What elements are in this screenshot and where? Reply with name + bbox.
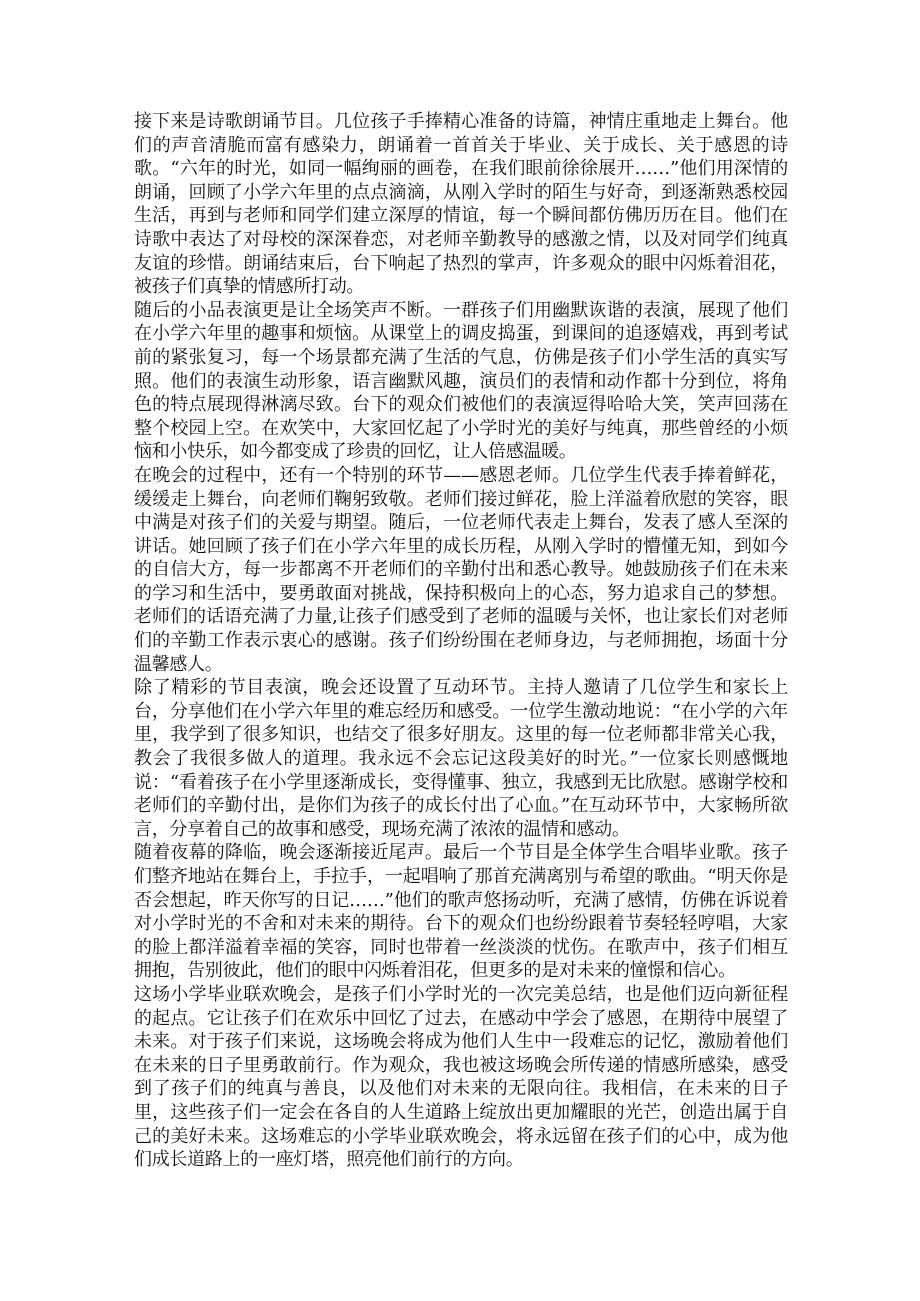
paragraph-poetry-recital: 接下来是诗歌朗诵节目。几位孩子手捧精心准备的诗篇，神情庄重地走上舞台。他们的声音清脆而富有感染力，朗诵着一首首关于毕业、关于成长、关于感恩的诗歌。“六年的时光，如同一幅绚丽的画卷，在我们眼前徐徐展开……”他们用深情的朗诵，回顾了小学六年里的点点滴滴，从刚入学时的陌生与好奇，到逐渐熟悉校园生活，再到与老师和同学们建立深厚的情谊，每一个瞬间都仿佛历历在目。他们在诗歌中表达了对母校的深深眷恋，对老师辛勤教导的感激之情，以及对同学们纯真友谊的珍惜。朗诵结束后，台下响起了热烈的掌声，许多观众的眼中闪烁着泪花，被孩子们真挚的情感所打动。 bbox=[134, 111, 788, 298]
paragraph-conclusion: 这场小学毕业联欢晚会，是孩子们小学时光的一次完美总结，也是他们迈向新征程的起点。它让孩子们在欢乐中回忆了过去，在感动中学会了感恩，在期待中展望了未来。对于孩子们来说，这场晚会将成为他们人生中一段难忘的记忆，激励着他们在未来的日子里勇敢前行。作为观众，我也被这场晚会所传递的情感所感染，感受到了孩子们的纯真与善良，以及他们对未来的无限向往。我相信，在未来的日子里，这些孩子们一定会在各自的人生道路上绽放出更加耀眼的光芒，创造出属于自己的美好未来。这场难忘的小学毕业联欢晚会，将永远留在孩子们的心中，成为他们成长道路上的一座灯塔，照亮他们前行的方向。 bbox=[134, 983, 788, 1171]
paragraph-thank-teachers: 在晚会的过程中，还有一个特别的环节——感恩老师。几位学生代表手捧着鲜花，缓缓走上舞台，向老师们鞠躬致敬。老师们接过鲜花，脸上洋溢着欣慰的笑容，眼中满是对孩子们的关爱与期望。随后，一位老师代表走上舞台，发表了感人至深的讲话。她回顾了孩子们在小学六年里的成长历程，从刚入学时的懵懂无知，到如今的自信大方，每一步都离不开老师们的辛勤付出和悉心教导。她鼓励孩子们在未来的学习和生活中，要勇敢面对挑战，保持积极向上的心态，努力追求自己的梦想。老师们的话语充满了力量,让孩子们感受到了老师的温暖与关怀，也让家长们对老师们的辛勤工作表示衷心的感谢。孩子们纷纷围在老师身边，与老师拥抱，场面十分温馨感人。 bbox=[134, 464, 788, 675]
paragraph-graduation-song: 随着夜幕的降临，晚会逐渐接近尾声。最后一个节目是全体学生合唱毕业歌。孩子们整齐地站在舞台上，手拉手，一起唱响了那首充满离别与希望的歌曲。“明天你是否会想起，昨天你写的日记……”他们的歌声悠扬动听，充满了感情，仿佛在诉说着对小学时光的不舍和对未来的期待。台下的观众们也纷纷跟着节奏轻轻哼唱，大家的脸上都洋溢着幸福的笑容，同时也带着一丝淡淡的忧伤。在歌声中，孩子们相互拥抱，告别彼此，他们的眼中闪烁着泪花，但更多的是对未来的憧憬和信心。 bbox=[134, 842, 788, 982]
document-body bbox=[134, 110, 788, 1172]
paragraph-interactive-session: 除了精彩的节目表演，晚会还设置了互动环节。主持人邀请了几位学生和家长上台，分享他们在小学六年里的难忘经历和感受。一位学生激动地说：“在小学的六年里，我学到了很多知识，也结交了很多好朋友。这里的每一位老师都非常关心我，教会了我很多做人的道理。我永远不会忘记这段美好的时光。”一位家长则感慨地说：“看着孩子在小学里逐渐成长，变得懂事、独立，我感到无比欣慰。感谢学校和老师们的辛勤付出，是你们为孩子的成长付出了心血。”在互动环节中，大家畅所欲言，分享着自己的故事和感受，现场充满了浓浓的温情和感动。 bbox=[134, 677, 788, 840]
paragraph-skit-performance: 随后的小品表演更是让全场笑声不断。一群孩子们用幽默诙谐的表演，展现了他们在小学六年里的趣事和烦恼。从课堂上的调皮捣蛋，到课间的追逐嬉戏，再到考试前的紧张复习，每一个场景都充满了生活的气息，仿佛是孩子们小学生活的真实写照。他们的表演生动形象，语言幽默风趣，演员们的表情和动作都十分到位，将角色的特点展现得淋漓尽致。台下的观众们被他们的表演逗得哈哈大笑，笑声回荡在整个校园上空。在欢笑中，大家回忆起了小学时光的美好与纯真，那些曾经的小烦恼和小快乐，如今都变成了珍贵的回忆，让人倍感温暖。 bbox=[134, 299, 788, 463]
